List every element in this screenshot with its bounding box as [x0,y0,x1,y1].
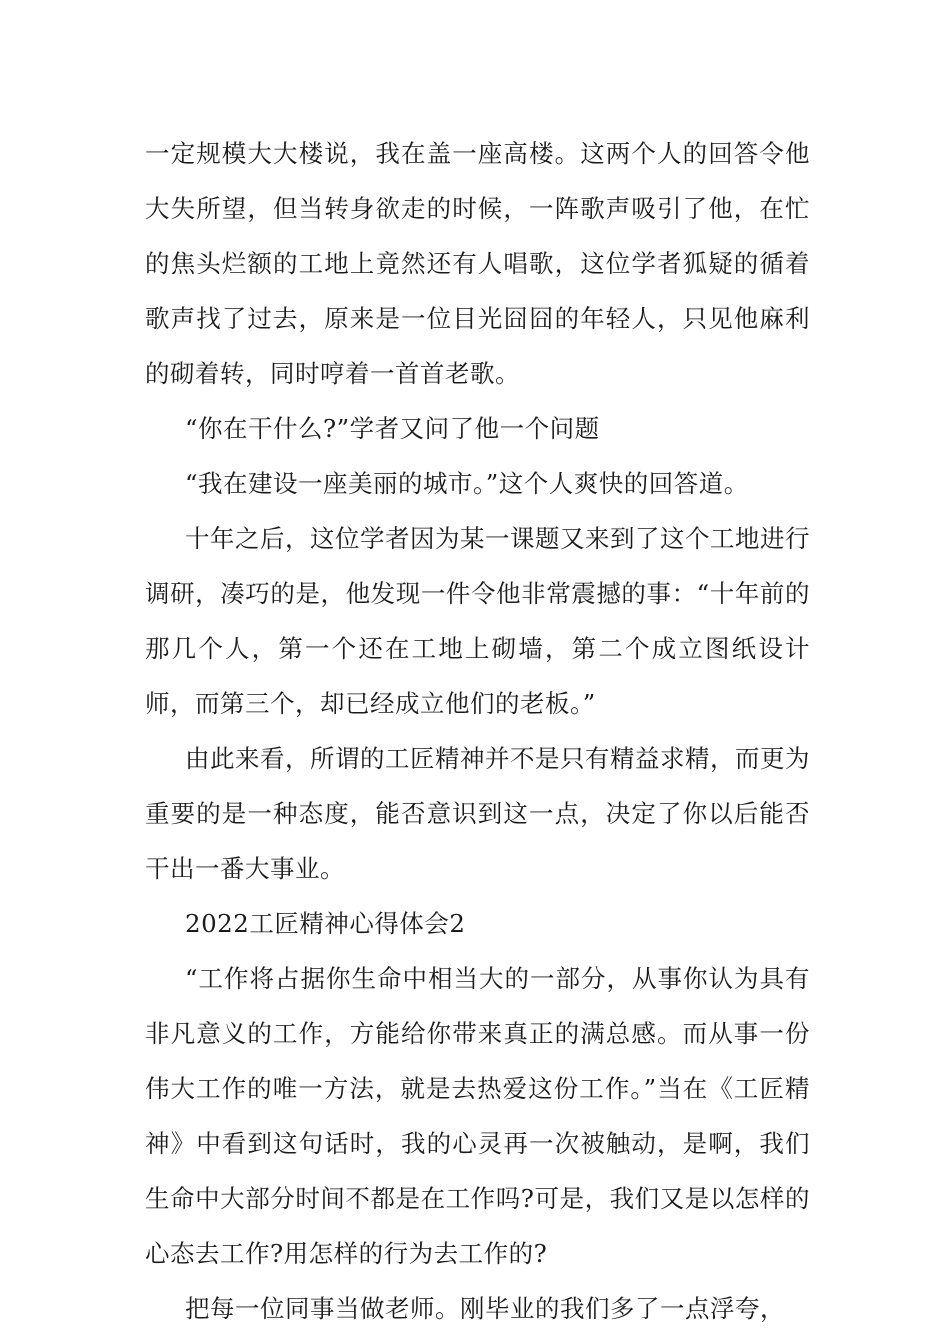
paragraph-6: “工作将占据你生命中相当大的一部分，从事你认为具有非凡意义的工作，方能给你带来真正的满总感。而从事一份伟大工作的唯一方法，就是去热爱这份工作。”当在《工匠精神》中看到这句话时，我的心灵再一次被触动，是啊，我们生命中大部分时间不都是在工作吗?可是，我们又是以怎样的心态去工作?用怎样的行为去工作的? [145,964,810,1268]
document-body [145,126,810,1336]
paragraph-4: 十年之后，这位学者因为某一课题又来到了这个工地进行调研，凑巧的是，他发现一件令他非常震撼的事：“十年前的那几个人，第一个还在工地上砌墙，第二个成立图纸设计师，而第三个，却已经成立他们的老板。” [145,524,810,718]
section-heading: 2022工匠精神心得体会2 [185,909,466,938]
paragraph-1: 一定规模大大楼说，我在盖一座高楼。这两个人的回答令他大失所望，但当转身欲走的时候，一阵歌声吸引了他，在忙的焦头烂额的工地上竟然还有人唱歌，这位学者狐疑的循着歌声找了过去，原来是一位目光囧囧的年轻人，只见他麻利的砌着转，同时哼着一首首老歌。 [145,139,810,388]
paragraph-3: “我在建设一座美丽的城市。”这个人爽快的回答道。 [185,469,749,498]
paragraph-5: 由此来看，所谓的工匠精神并不是只有精益求精，而更为重要的是一种态度，能否意识到这一点，决定了你以后能否干出一番大事业。 [145,744,810,883]
paragraph-7: 把每一位同事当做老师。刚毕业的我们多了一点浮夸， [185,1294,785,1323]
paragraph-2: “你在干什么?”学者又问了他一个问题 [185,414,600,443]
